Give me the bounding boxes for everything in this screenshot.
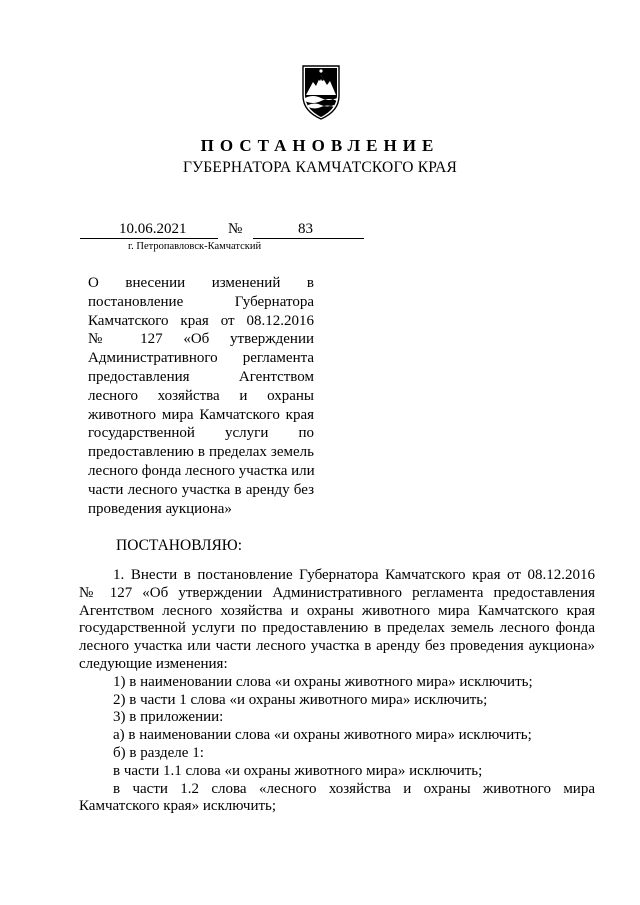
document-city: г. Петропавловск-Камчатский bbox=[128, 241, 262, 252]
subject-line: Камчатского края от 08.12.2016 bbox=[88, 312, 314, 329]
body-line: б) в разделе 1: bbox=[113, 744, 204, 761]
document-title: ПОСТАНОВЛЕНИЕ bbox=[200, 136, 440, 155]
subject-line: Административного регламента bbox=[88, 350, 314, 367]
subject-line: О внесении изменений в bbox=[88, 275, 314, 291]
body-line: 3) в приложении: bbox=[113, 709, 224, 726]
body-line: следующие изменения: bbox=[79, 655, 228, 672]
body-line: Агентством лесного хозяйства и охраны животного мира Камчатского края bbox=[79, 602, 595, 619]
document-date: 10.06.2021 bbox=[119, 221, 187, 237]
document-subtitle: ГУБЕРНАТОРА КАМЧАТСКОГО КРАЯ bbox=[182, 159, 458, 176]
document-subject bbox=[88, 274, 314, 518]
body-line: в части 1.2 слова «лесного хозяйства и охраны животного мира bbox=[113, 780, 595, 797]
body-line: № 127 «Об утверждении Административного регламента предоставления bbox=[79, 584, 595, 601]
body-line: лесного участка или части лесного участка в аренду без проведения аукциона» bbox=[79, 638, 595, 655]
subject-line: лесного фонда лесного участка или bbox=[88, 462, 315, 479]
subject-line: № 127 «Об утверждении bbox=[88, 331, 314, 348]
document-body bbox=[79, 567, 595, 816]
decree-heading: ПОСТАНОВЛЯЮ: bbox=[116, 537, 243, 554]
document-number: 83 bbox=[298, 221, 313, 237]
date-underline bbox=[80, 238, 218, 239]
body-line: 1. Внести в постановление Губернатора Камчатского края от 08.12.2016 bbox=[113, 567, 595, 583]
number-underline bbox=[253, 238, 364, 239]
body-line: 1) в наименовании слова «и охраны животного мира» исключить; bbox=[113, 673, 533, 690]
kamchatka-coat-of-arms-icon bbox=[300, 62, 342, 120]
subject-line: части лесного участка в аренду без bbox=[88, 481, 314, 498]
subject-line: проведения аукциона» bbox=[88, 500, 232, 517]
subject-line: предоставлению в пределах земель bbox=[88, 444, 314, 461]
body-line: 2) в части 1 слова «и охраны животного мира» исключить; bbox=[113, 691, 488, 708]
subject-line: государственной услуги по bbox=[88, 425, 314, 442]
body-line: а) в наименовании слова «и охраны животного мира» исключить; bbox=[113, 727, 532, 744]
subject-line: предоставления Агентством bbox=[88, 368, 314, 385]
body-line: в части 1.1 слова «и охраны животного мира» исключить; bbox=[113, 762, 483, 779]
number-sign: № bbox=[228, 221, 243, 237]
body-line: Камчатского края» исключить; bbox=[79, 798, 277, 815]
subject-line: лесного хозяйства и охраны bbox=[88, 387, 314, 404]
subject-line: животного мира Камчатского края bbox=[88, 406, 314, 423]
subject-line: постановление Губернатора bbox=[88, 293, 314, 310]
body-line: государственной услуги по предоставлению в пределах земель лесного фонда bbox=[79, 620, 595, 637]
